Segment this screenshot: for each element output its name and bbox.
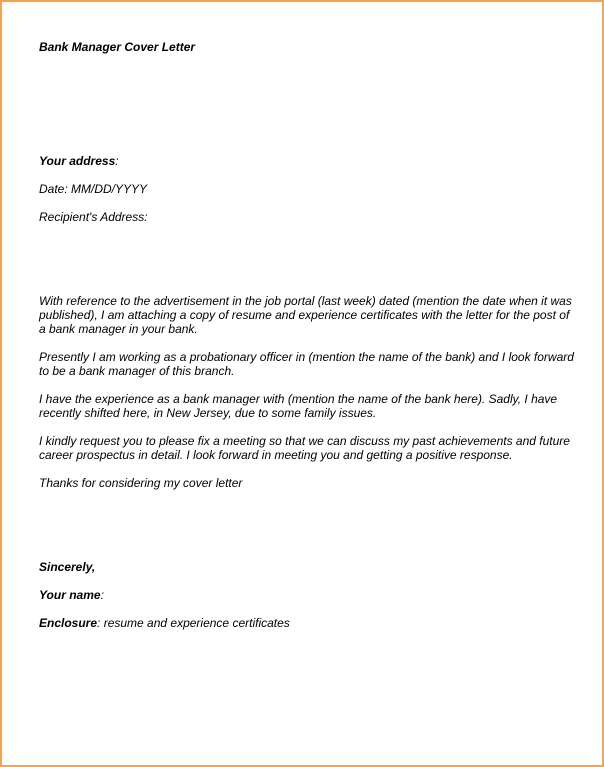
paragraph-reference: With reference to the advertisement in the job portal (last week) dated (mention the date when it was published), I am attaching a copy of resume and experience certificates with the letter for the post of a bank manager in your bank. bbox=[39, 294, 572, 336]
your-address-label: Your address bbox=[39, 154, 116, 168]
paragraph-current-role: Presently I am working as a probationary officer in (mention the name of the bank) and I look forward to be a bank manager of this branch. bbox=[39, 350, 574, 378]
date-line: Date: MM/DD/YYYY bbox=[39, 182, 148, 196]
closing-sincerely: Sincerely, bbox=[39, 560, 96, 574]
your-address-suffix: : bbox=[115, 154, 119, 168]
enclosure-line bbox=[39, 616, 290, 630]
document-title: Bank Manager Cover Letter bbox=[39, 40, 196, 54]
paragraph-experience: I have the experience as a bank manager with (mention the name of the bank here). Sadly, I have recently shifted here, in New Jersey, due to some family issues. bbox=[39, 392, 558, 420]
your-address-line bbox=[39, 154, 119, 168]
paragraph-thanks: Thanks for considering my cover letter bbox=[39, 476, 243, 490]
enclosure-text: : resume and experience certificates bbox=[97, 616, 290, 630]
your-name-suffix: : bbox=[100, 588, 104, 602]
your-name-label: Your name bbox=[39, 588, 101, 602]
paragraph-meeting-request: I kindly request you to please fix a meeting so that we can discuss my past achievements and future career prospectus in detail. I look forward in meeting you and getting a positive response. bbox=[39, 434, 570, 462]
enclosure-label: Enclosure bbox=[39, 616, 98, 630]
recipient-address: Recipient's Address: bbox=[39, 210, 148, 224]
your-name-line bbox=[39, 588, 104, 602]
